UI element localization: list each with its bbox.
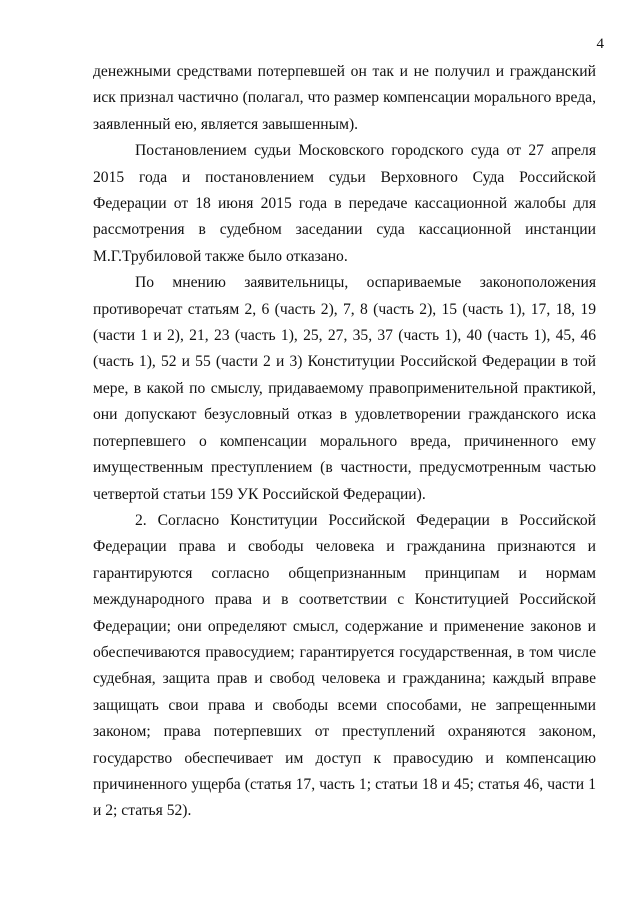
paragraph-continuation: денежными средствами потерпевшей он так и не получил и гражданский иск признал частично (полагал, что размер компенсации морального вреда, заявленный ею, является завышенным). (93, 63, 596, 133)
paragraph-constitution-provisions: 2. Согласно Конституции Российской Федерации в Российской Федерации права и свободы человека и гражданина признаются и гарантируются согласно общепризнанным принципам и нормам международного права и в соответствии с Конституцией Российской Федерации; они определяют смысл, содержание и применение законов и обеспечиваются правосудием; гарантируется государственная, в том числе судебная, защита прав и свобод человека и гражданина; каждый вправе защищать свои права и свободы всеми способами, не запрещенными законом; права потерпевших от преступлений охраняются законом, государство обеспечивает им доступ к правосудию и компенсацию причиненного ущерба (статья 17, часть 1; статьи 18 и 45; статья 46, части 1 и 2; статья 52). (93, 511, 596, 820)
document-body (93, 59, 596, 825)
page-number: 4 (596, 36, 604, 52)
paragraph-court-rulings: Постановлением судьи Московского городского суда от 27 апреля 2015 года и постановлением судьи Верховного Суда Российской Федерации от 18 июня 2015 года в передаче кассационной жалобы для рассмотрения в судебном заседании суда кассационной инстанции М.Г.Трубиловой также было отказано. (93, 142, 596, 265)
paragraph-applicant-opinion: По мнению заявительницы, оспариваемые законоположения противоречат статьям 2, 6 (часть 2), 7, 8 (часть 2), 15 (часть 1), 17, 18, 19 (части 1 и 2), 21, 23 (часть 1), 25, 27, 35, 37 (часть 1), 40 (часть 1), 45, 46 (часть 1), 52 и 55 (части 2 и 3) Конституции Российской Федерации в той мере, в какой по смыслу, придаваемому правоприменительной практикой, они допускают безусловный отказ в удовлетворении гражданского иска потерпевшего о компенсации морального вреда, причиненного ему имущественным преступлением (в частности, предусмотренным частью четвертой статьи 159 УК Российской Федерации). (93, 274, 596, 503)
